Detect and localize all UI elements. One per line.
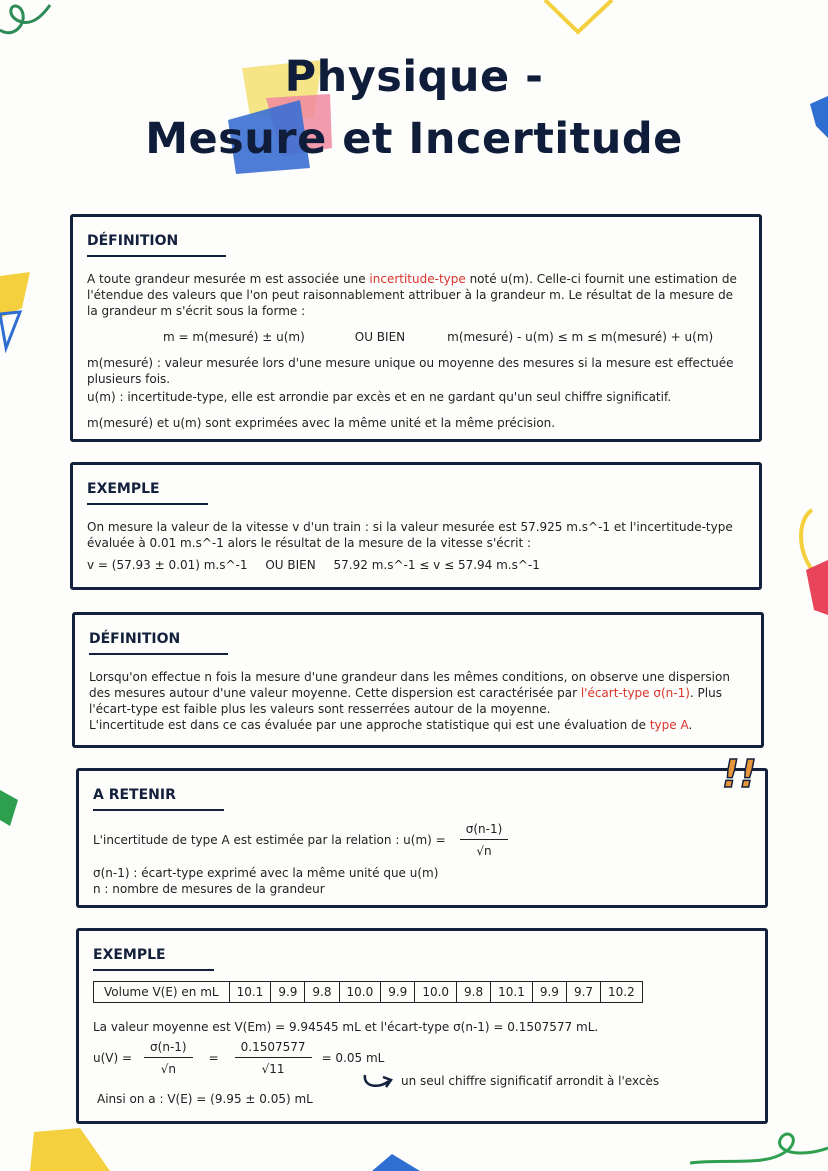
table-value-cell: 10.0 — [415, 982, 457, 1003]
decorative-blue-bottom — [372, 1148, 422, 1171]
fraction — [460, 821, 509, 859]
text: . — [688, 718, 693, 732]
paragraph: u(m) : incertitude-type, elle est arrondie par excès et en ne gardant qu'un seul chiffre significatif. — [87, 390, 672, 404]
calc-lhs: u(V) = — [93, 1051, 133, 1065]
decorative-squiggle-top-left — [0, 0, 60, 50]
calc-result: = 0.05 mL — [321, 1051, 385, 1065]
or-label: OU BIEN — [265, 558, 316, 572]
box-heading: DÉFINITION — [87, 233, 226, 257]
note-text: un seul chiffre significatif arrondit à l'excès — [401, 1074, 660, 1088]
text: noté u(m). Celle-ci fournit une estimation de l'étendue des valeurs que l'on peut raisonnablement attribuer à la grandeur m. Le résultat de la mesure de la grandeur m s'écrit sous la forme : — [87, 272, 737, 318]
table-row — [94, 982, 643, 1003]
table-value-cell: 9.9 — [271, 982, 305, 1003]
volume-table — [93, 981, 643, 1003]
decorative-yellow-bottom-left — [20, 1120, 110, 1171]
decorative-green-shape — [0, 780, 22, 830]
fraction-numerator: 0.1507577 — [235, 1039, 312, 1058]
relation-row — [93, 821, 751, 859]
paragraph: On mesure la valeur de la vitesse v d'un train : si la valeur mesurée est 57.925 m.s^-1 et l'incertitude-type évaluée à 0.01 m.s^-1 alors le résultat de la mesure de la vitesse s'écrit : — [87, 520, 733, 550]
text: . Plus l'écart-type est faible plus les valeurs sont resserrées autour de la moyenne. — [89, 686, 722, 716]
table-value-cell: 10.0 — [339, 982, 381, 1003]
paragraph: σ(n-1) : écart-type exprimé avec la même unité que u(m) — [93, 866, 439, 880]
text: L'incertitude est dans ce cas évaluée par une approche statistique qui est une évaluation de — [89, 718, 650, 732]
paragraph: n : nombre de mesures de la grandeur — [93, 882, 325, 896]
definition-box-1 — [70, 214, 762, 442]
decorative-right-shape — [792, 500, 828, 620]
formula-2: m(mesuré) - u(m) ≤ m ≤ m(mesuré) + u(m) — [447, 330, 714, 344]
title-line-2: Mesure et Incertitude — [145, 114, 683, 164]
curved-arrow-icon — [361, 1071, 395, 1091]
definition-paragraph — [87, 271, 745, 319]
highlight-term: incertitude-type — [369, 272, 466, 286]
formula-1: v = (57.93 ± 0.01) m.s^-1 — [87, 558, 248, 572]
text: Lorsqu'on effectue n fois la mesure d'une grandeur dans les mêmes conditions, on observe une dispersion des mesures autour d'une valeur moyenne. Cette dispersion est caractérisée par — [89, 670, 730, 700]
decorative-yellow-heart — [540, 0, 620, 40]
table-value-cell: 10.1 — [491, 982, 533, 1003]
page-title — [0, 46, 828, 170]
text: A toute grandeur mesurée m est associée une — [87, 272, 370, 286]
formula-1: m = m(mesuré) ± u(m) — [163, 330, 305, 344]
fraction-1 — [144, 1039, 193, 1077]
fraction-numerator: σ(n-1) — [144, 1039, 193, 1058]
formula-row — [87, 329, 745, 345]
fraction-denominator: √n — [160, 1062, 176, 1076]
example-box-1 — [70, 462, 762, 590]
fraction-numerator: σ(n-1) — [460, 821, 509, 840]
formula-row — [87, 557, 745, 573]
highlight-term: type A — [649, 718, 689, 732]
decorative-green-squiggle-bottom — [690, 1118, 828, 1171]
equals-sign: = — [208, 1051, 219, 1065]
or-label: OU BIEN — [354, 330, 406, 344]
fraction-denominator: √11 — [261, 1062, 285, 1076]
table-value-cell: 10.1 — [229, 982, 271, 1003]
paragraph: La valeur moyenne est V(Em) = 9.94545 mL et l'écart-type σ(n-1) = 0.1507577 mL. — [93, 1020, 599, 1034]
note-row — [361, 1071, 659, 1091]
retenir-box — [76, 768, 768, 908]
formula-2: 57.92 m.s^-1 ≤ v ≤ 57.94 m.s^-1 — [333, 558, 540, 572]
highlight-term: l'écart-type σ(n-1) — [580, 686, 690, 700]
table-value-cell: 10.2 — [601, 982, 643, 1003]
final-result: Ainsi on a : V(E) = (9.95 ± 0.05) mL — [97, 1092, 313, 1106]
exclamation-icon: !! — [722, 752, 757, 796]
decorative-left-shape — [0, 268, 34, 358]
table-label-cell: Volume V(E) en mL — [94, 982, 230, 1003]
relation-text: L'incertitude de type A est estimée par la relation : u(m) = — [93, 833, 446, 847]
table-value-cell: 9.9 — [381, 982, 415, 1003]
box-heading: EXEMPLE — [93, 947, 214, 971]
fraction-2 — [235, 1039, 312, 1077]
table-value-cell: 9.7 — [566, 982, 600, 1003]
example-box-2 — [76, 928, 768, 1124]
title-line-1: Physique - — [284, 52, 544, 102]
table-value-cell: 9.9 — [532, 982, 566, 1003]
table-value-cell: 9.8 — [305, 982, 339, 1003]
fraction-denominator: √n — [476, 844, 492, 858]
table-value-cell: 9.8 — [457, 982, 491, 1003]
paragraph — [89, 717, 747, 733]
box-heading: DÉFINITION — [89, 631, 228, 655]
box-heading: A RETENIR — [93, 787, 224, 811]
paragraph — [89, 669, 747, 717]
box-heading: EXEMPLE — [87, 481, 208, 505]
definition-box-2 — [72, 612, 764, 748]
paragraph: m(mesuré) : valeur mesurée lors d'une mesure unique ou moyenne des mesures si la mesure est effectuée plusieurs fois. — [87, 356, 734, 386]
paragraph: m(mesuré) et u(m) sont exprimées avec la même unité et la même précision. — [87, 416, 556, 430]
